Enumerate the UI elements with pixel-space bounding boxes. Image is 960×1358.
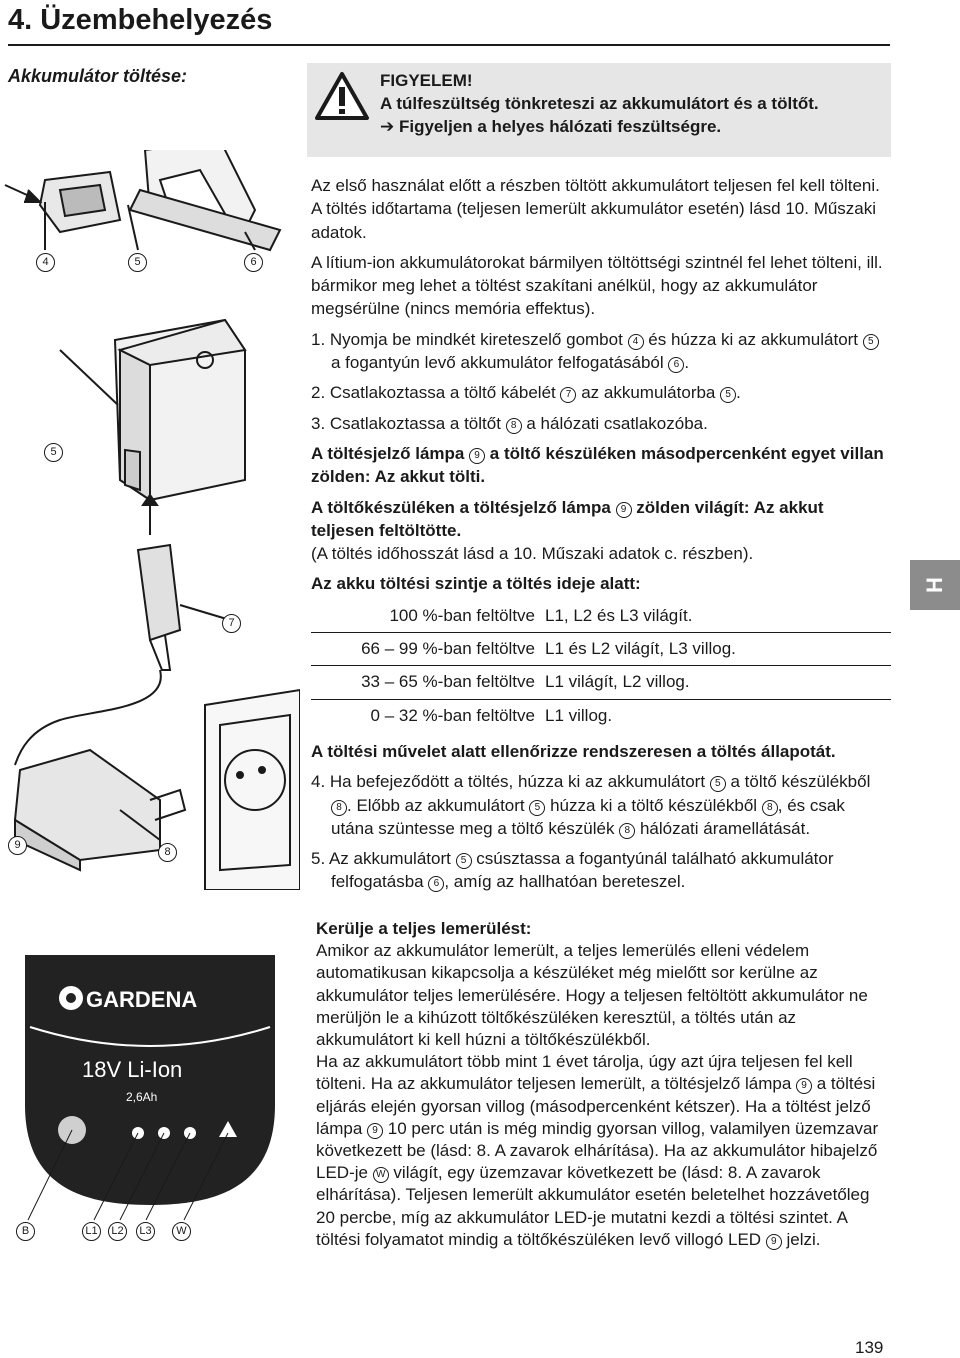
warning-title: FIGYELEM! [380, 71, 473, 90]
charge-level-heading: Az akku töltési szintje a töltés ideje alatt: [311, 574, 641, 594]
figure-label-charger: 8 [158, 843, 177, 862]
callout-marker: 6 [668, 357, 684, 373]
intro-paragraph-2: A lítium-ion akkumulátorokat bármilyen töltöttségi szintnél fel lehet tölteni, ill. bármikor meg lehet a töltést szakítani anélkül, hogy az akkumulátor megsérülne (nincs memória effektus). [311, 252, 883, 319]
figure-label-cable: 7 [222, 614, 241, 633]
figure-label-battery: 5 [44, 443, 63, 462]
table-row [311, 633, 891, 666]
warning-line-1: A túlfeszültség tönkreteszi az akkumulátort és a töltőt. [380, 94, 819, 113]
intro-paragraph-1: Az első használat előtt a részben töltött akkumulátort teljesen fel kell tölteni. A töltés időtartama (teljesen lemerült akkumulátor esetén) lásd 10. Műszaki adatok. [311, 176, 880, 242]
callout-marker: 4 [628, 334, 644, 350]
callout-marker: 9 [766, 1234, 782, 1250]
callout-marker: 5 [710, 776, 726, 792]
warning-triangle-icon [314, 70, 370, 122]
panel-label-led-3: L3 [136, 1222, 155, 1241]
warning-line-2: ➔ Figyeljen a helyes hálózati feszültségre. [380, 117, 722, 136]
charge-level: 100 %-ban feltöltve [311, 600, 545, 633]
led-state: L1 világít, L2 villog. [545, 666, 891, 699]
figure-label-lamp: 9 [8, 836, 27, 855]
callout-marker: W [373, 1167, 389, 1183]
status-blinking: A töltésjelző lámpa 9 a töltő készüléken másodpercenként egyet villan zölden: Az akkut tölti. [311, 443, 884, 487]
status-duration-note: (A töltés időhosszát lásd a 10. Műszaki adatok c. részben). [311, 544, 754, 564]
panel-label-warning-led: W [172, 1222, 191, 1241]
callout-marker: 5 [720, 387, 736, 403]
callout-marker: 9 [616, 502, 632, 518]
language-tab: H [910, 560, 960, 610]
callout-marker: 5 [863, 334, 879, 350]
callout-marker: 9 [469, 448, 485, 464]
charge-level: 66 – 99 %-ban feltöltve [311, 633, 545, 666]
charge-level-table [311, 600, 891, 732]
instructions-column [311, 174, 891, 901]
section-title: 4. Üzembehelyezés [8, 4, 273, 36]
callout-marker: 5 [529, 800, 545, 816]
step-4: 4. Ha befejeződött a töltés, húzza ki az akkumulátort 5 a töltő készülékből 8 . Előbb az akkumulátort 5 húzza ki a töltő készülékből 8 , és csak utána szüntesse meg a töltő készülék 8 hálózati áramellátását. [311, 772, 871, 838]
charge-level: 33 – 65 %-ban feltöltve [311, 666, 545, 699]
figure-label-battery: 5 [128, 253, 147, 272]
panel-label-button: B [16, 1222, 35, 1241]
figure-label-latch: 4 [36, 253, 55, 272]
table-row [311, 600, 891, 633]
callout-marker: 9 [367, 1123, 383, 1139]
brand-logo: GARDENA [86, 987, 198, 1012]
table-row [311, 699, 891, 732]
callout-marker: 8 [506, 418, 522, 434]
step-5: 5. Az akkumulátort 5 csúsztassa a fogantyúnál található akkumulátor felfogatásba 6 , amíg az hallhatóan bereteszel. [311, 849, 834, 892]
panel-label-led-2: L2 [108, 1222, 127, 1241]
page-number: 139 [855, 1338, 884, 1357]
title-divider [8, 44, 890, 46]
deep-discharge-section [316, 918, 891, 1251]
callout-marker: 7 [560, 387, 576, 403]
warning-text [380, 69, 819, 138]
deep-discharge-title: Kerülje a teljes lemerülést: [316, 919, 532, 938]
section-subheading: Akkumulátor töltése: [8, 66, 188, 86]
status-full: A töltőkészüléken a töltésjelző lámpa 9 zölden világít: Az akkut teljesen feltöltötte. [311, 497, 824, 540]
callout-marker: 6 [428, 876, 444, 892]
callout-marker: 5 [456, 853, 472, 869]
battery-voltage: 18V Li-Ion [82, 1057, 183, 1082]
step-2: 2. Csatlakoztassa a töltő kábelét 7 az akkumulátorba 5 . [311, 383, 741, 403]
battery-indicator-panel [0, 935, 300, 1245]
led-state: L1 villog. [545, 705, 613, 725]
check-note: A töltési művelet alatt ellenőrizze rendszeresen a töltés állapotát. [311, 741, 836, 761]
charge-level: 0 – 32 %-ban feltöltve [370, 705, 535, 725]
figure-label-mount: 6 [244, 253, 263, 272]
battery-capacity: 2,6Ah [126, 1090, 158, 1104]
deep-discharge-text-2: Ha az akkumulátort több mint 1 évet tárolja, úgy azt újra teljesen fel kell tölteni. Ha az akkumulátor teljesen lemerült, a töltésjelző lámpa 9 a töltési eljárás elején gyorsan villog (másodpercenként kétszer). Ha a töltést jelző lámpa 9 10 perc után is még mindig gyorsan villog, valamilyen üzemzavar következett be (lásd: 8. A zavarok elhárítása). Ha az akkumulátor hibajelző LED-je W világít, egy üzemzavar következett be (lásd: 8. A zavarok elhárítása). Teljesen lemerült akkumulátor esetén beletelhet hozzávetőleg 20 percbe, míg az akkumulátor LED-je mutatni kezdi a töltési szintet. A töltési folyamatot mindig a töltőkészüléken levő villogó LED 9 jelzi. [316, 1052, 879, 1249]
step-1: 1. Nyomja be mindkét kireteszelő gombot 4 és húzza ki az akkumulátort 5 a fogantyún levő akkumulátor felfogatásából 6 . [311, 328, 891, 375]
led-state: L1 és L2 világít, L3 villog. [545, 633, 891, 666]
callout-marker: 8 [331, 800, 347, 816]
callout-marker: 8 [619, 823, 635, 839]
callout-marker: 8 [762, 800, 778, 816]
led-state: L1, L2 és L3 világít. [545, 600, 891, 633]
deep-discharge-text-1: Amikor az akkumulátor lemerült, a teljes lemerülés elleni védelem automatikusan kikapcsolja a készüléket még mielőtt sor kerülne az akkumulátor teljes lemerülésére. Hogy a teljesen feltöltött akkumulátor ne merüljön le a kihúzott töltőkészüléken keresztül, a töltés után az akkumulátort ki kell húzni a töltőkészülékből. [316, 941, 868, 1050]
table-row [311, 666, 891, 699]
callout-marker: 9 [796, 1078, 812, 1094]
step-3: 3. Csatlakoztassa a töltőt 8 a hálózati csatlakozóba. [311, 413, 708, 433]
panel-label-led-1: L1 [82, 1222, 101, 1241]
